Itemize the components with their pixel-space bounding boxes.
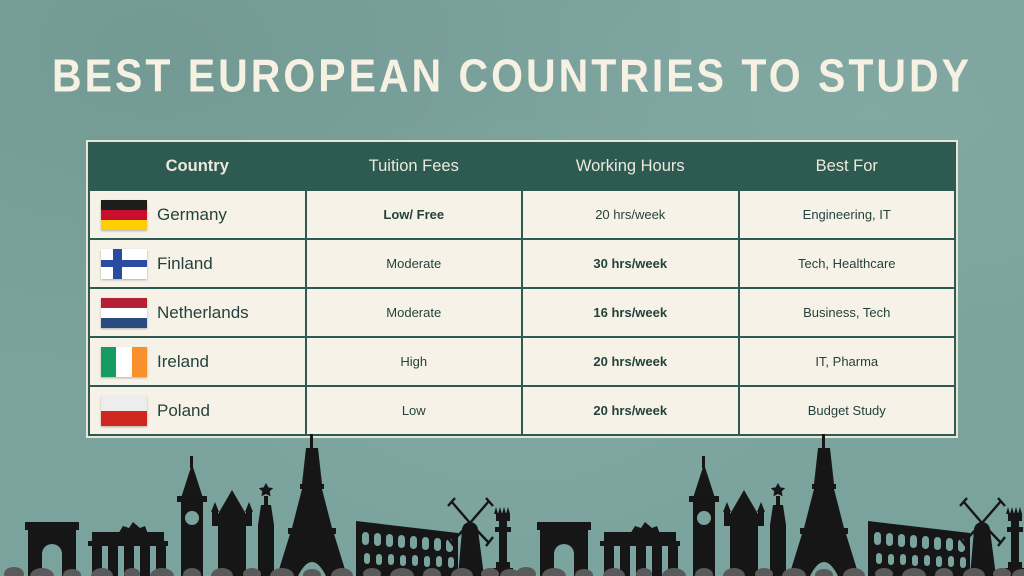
hours-cell: 20 hrs/week <box>523 191 738 238</box>
table-row-ireland <box>90 338 954 385</box>
table-row-finland <box>90 240 954 287</box>
tuition-cell: Moderate <box>307 240 522 287</box>
tuition-cell: High <box>307 338 522 385</box>
hours-cell: 20 hrs/week <box>523 387 738 434</box>
header-cell-tuition-fees: Tuition Fees <box>307 144 522 189</box>
country-name: Poland <box>157 400 210 420</box>
tuition-cell: Low <box>307 387 522 434</box>
table-header-row <box>90 144 954 189</box>
country-name: Germany <box>157 204 227 224</box>
tuition-cell: Moderate <box>307 289 522 336</box>
country-cell <box>90 289 305 336</box>
hours-cell: 30 hrs/week <box>523 240 738 287</box>
header-cell-country: Country <box>90 144 305 189</box>
header-cell-best-for: Best For <box>740 144 955 189</box>
tuition-cell: Low/ Free <box>307 191 522 238</box>
best-for-cell: Engineering, IT <box>740 191 955 238</box>
hours-cell: 20 hrs/week <box>523 338 738 385</box>
page-title: BEST EUROPEAN COUNTRIES TO STUDY <box>52 50 972 102</box>
finland-flag-icon <box>101 249 147 279</box>
country-name: Finland <box>157 253 213 273</box>
best-for-cell: IT, Pharma <box>740 338 955 385</box>
best-for-cell: Business, Tech <box>740 289 955 336</box>
best-for-cell: Tech, Healthcare <box>740 240 955 287</box>
poland-flag-icon <box>101 396 147 426</box>
country-name: Netherlands <box>157 302 249 322</box>
germany-flag-icon <box>101 200 147 230</box>
table-row-netherlands <box>90 289 954 336</box>
header-cell-working-hours: Working Hours <box>523 144 738 189</box>
european-skyline-silhouette <box>0 426 1024 576</box>
country-name: Ireland <box>157 351 209 371</box>
study-comparison-table <box>88 142 956 436</box>
hours-cell: 16 hrs/week <box>523 289 738 336</box>
country-cell <box>90 191 305 238</box>
ireland-flag-icon <box>101 347 147 377</box>
country-cell <box>90 240 305 287</box>
best-for-cell: Budget Study <box>740 387 955 434</box>
country-cell <box>90 338 305 385</box>
table-row-germany <box>90 191 954 238</box>
netherlands-flag-icon <box>101 298 147 328</box>
